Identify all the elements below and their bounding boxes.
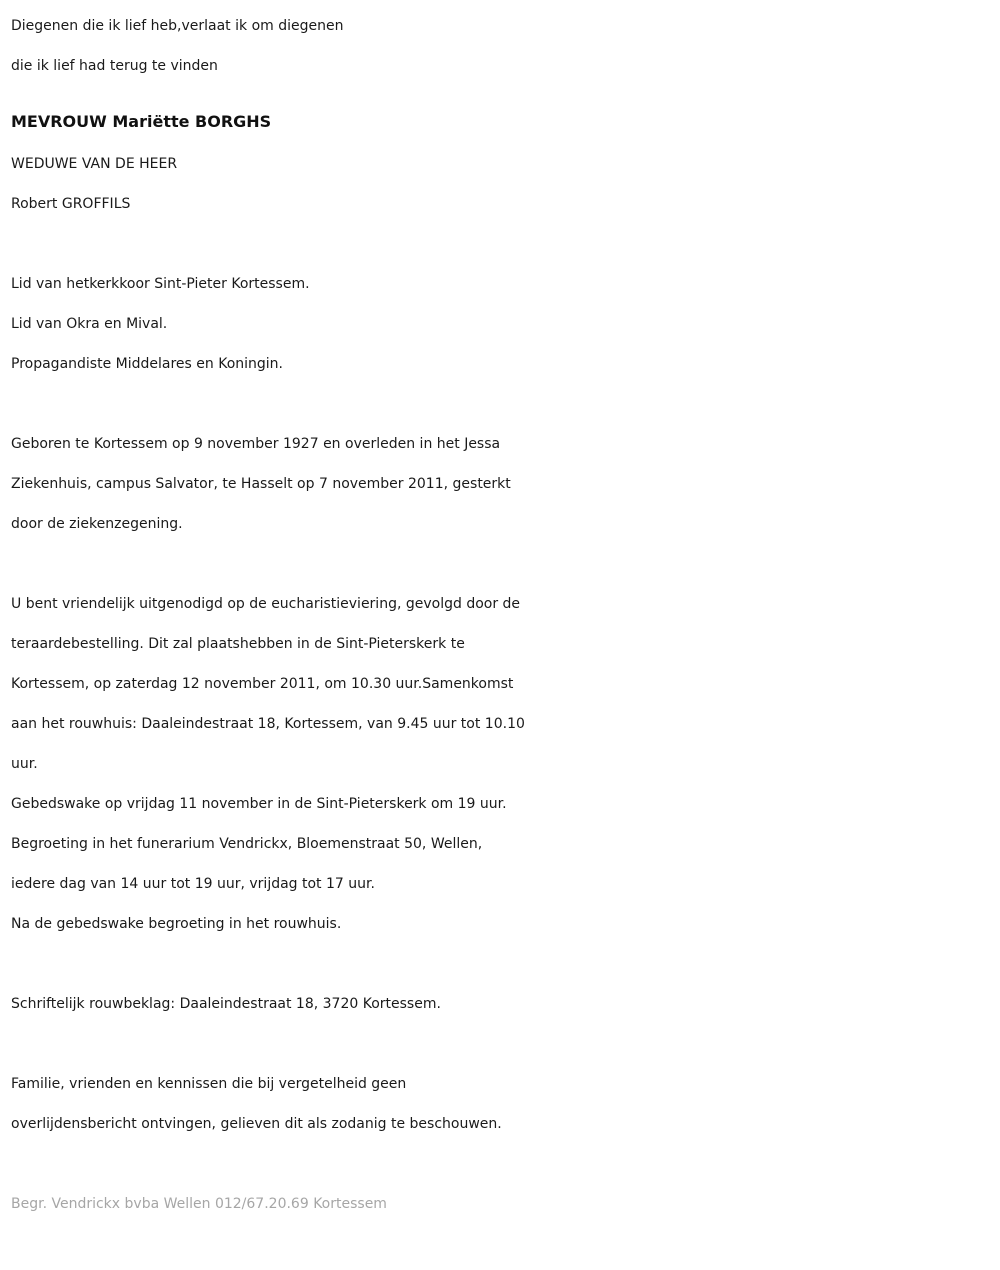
ceremony-line: U bent vriendelijk uitgenodigd op de eucharistieviering, gevolgd door de	[11, 596, 521, 612]
spacer	[11, 544, 1000, 584]
spacer	[11, 384, 1000, 424]
spouse-block	[11, 144, 1000, 224]
spacer	[11, 944, 1000, 984]
condolence-address: Schriftelijk rouwbeklag: Daaleindestraat 18, 3720 Kortessem.	[11, 996, 441, 1012]
spacer	[11, 1144, 1000, 1184]
ceremony-block	[11, 584, 1000, 944]
funeral-home-footer: Begr. Vendrickx bvba Wellen 012/67.20.69 Kortessem	[11, 1196, 387, 1212]
notice-block	[11, 1064, 1000, 1144]
ceremony-line: Gebedswake op vrijdag 11 november in de Sint-Pieterskerk om 19 uur.	[11, 796, 507, 812]
quote-line: die ik lief had terug te vinden	[11, 58, 218, 74]
ceremony-line: Begroeting in het funerarium Vendrickx, Bloemenstraat 50, Wellen,	[11, 836, 483, 852]
spacer	[11, 1024, 1000, 1064]
membership-line: Lid van hetkerkkoor Sint-Pieter Kortessem.	[11, 276, 310, 292]
ceremony-line: Kortessem, op zaterdag 12 november 2011, om 10.30 uur.Samenkomst	[11, 676, 514, 692]
membership-line: Propagandiste Middelares en Koningin.	[11, 356, 283, 372]
ceremony-line: uur.	[11, 756, 38, 772]
birth-death-line: Geboren te Kortessem op 9 november 1927 en overleden in het Jessa	[11, 436, 501, 452]
membership-line: Lid van Okra en Mival.	[11, 316, 168, 332]
ceremony-line: teraardebestelling. Dit zal plaatshebben in de Sint-Pieterskerk te	[11, 636, 465, 652]
deceased-name: MEVROUW Mariëtte BORGHS	[11, 112, 272, 131]
memberships-block	[11, 264, 1000, 384]
birth-death-block	[11, 424, 1000, 544]
birth-death-line: door de ziekenzegening.	[11, 516, 183, 532]
birth-death-line: Ziekenhuis, campus Salvator, te Hasselt op 7 november 2011, gesterkt	[11, 476, 511, 492]
spouse-line: WEDUWE VAN DE HEER	[11, 156, 178, 172]
notice-line: Familie, vrienden en kennissen die bij vergetelheid geen	[11, 1076, 407, 1092]
spouse-line: Robert GROFFILS	[11, 196, 131, 212]
quote-block	[11, 6, 1000, 86]
quote-line: Diegenen die ik lief heb,verlaat ik om diegenen	[11, 18, 344, 34]
ceremony-line: Na de gebedswake begroeting in het rouwhuis.	[11, 916, 342, 932]
ceremony-line: iedere dag van 14 uur tot 19 uur, vrijdag tot 17 uur.	[11, 876, 375, 892]
notice-line: overlijdensbericht ontvingen, gelieven dit als zodanig te beschouwen.	[11, 1116, 502, 1132]
spacer	[11, 224, 1000, 264]
ceremony-line: aan het rouwhuis: Daaleindestraat 18, Kortessem, van 9.45 uur tot 10.10	[11, 716, 525, 732]
